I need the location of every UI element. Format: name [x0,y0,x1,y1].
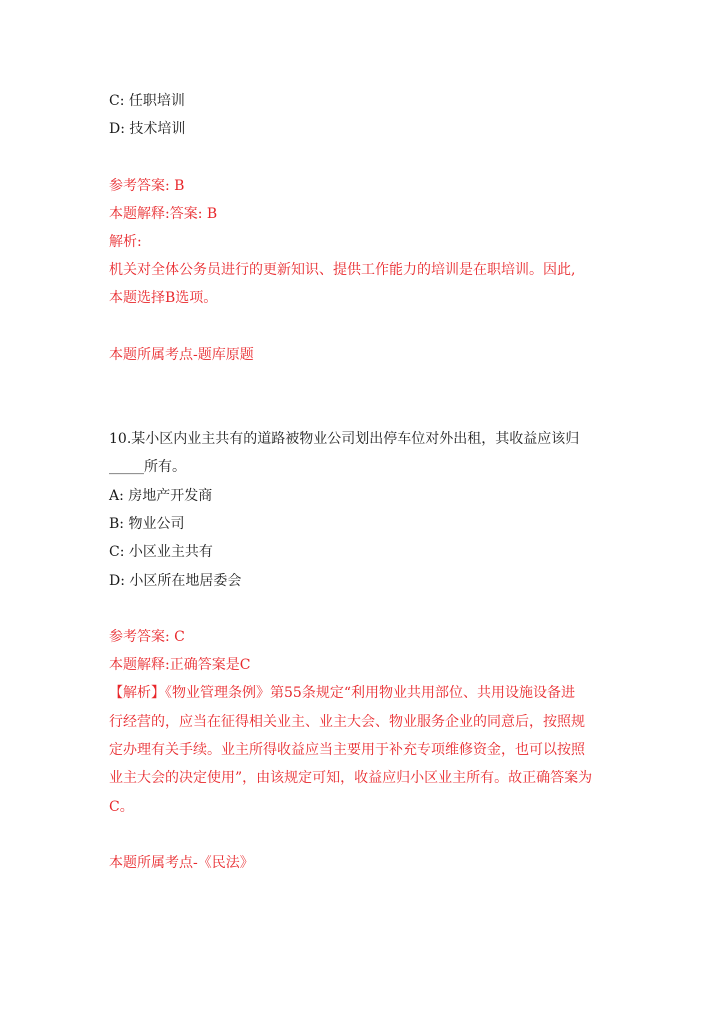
analysis-line: 行经营的，应当在征得相关业主、业主大会、物业服务企业的同意后，按照规 [109,714,585,730]
explanation-label: 本题解释:正确答案是C [109,657,251,673]
analysis-line: 机关对全体公务员进行的更新知识、提供工作能力的培训是在职培训。因此, [109,262,576,278]
analysis-line: C。 [109,799,134,815]
analysis-line: 【解析】《物业管理条例》第55条规定“利用物业共用部位、共用设施设备进 [109,685,575,701]
analysis-label: 解析: [109,234,142,250]
option-a: A: 房地产开发商 [109,488,213,504]
explanation-label: 本题解释:答案: B [109,206,218,222]
option-b: B: 物业公司 [109,516,185,532]
topic-label: 本题所属考点-题库原题 [109,347,254,363]
reference-answer: 参考答案: C [109,629,185,645]
analysis-line: 业主大会的决定使用”，由该规定可知，收益应归小区业主所有。故正确答案为 [109,770,593,786]
analysis-line: 本题选择B选项。 [109,290,218,306]
option-c: C: 任职培训 [109,93,185,109]
option-d: D: 技术培训 [109,121,186,137]
question-stem: _____所有。 [109,459,186,475]
option-c: C: 小区业主共有 [109,544,213,560]
question-stem: 10.某小区内业主共有的道路被物业公司划出停车位对外出租，其收益应该归 [109,431,580,447]
option-d: D: 小区所在地居委会 [109,573,242,589]
analysis-line: 定办理有关手续。业主所得收益应当主要用于补充专项维修资金，也可以按照 [109,742,585,758]
topic-label: 本题所属考点-《民法》 [109,855,254,871]
reference-answer: 参考答案: B [109,178,185,194]
